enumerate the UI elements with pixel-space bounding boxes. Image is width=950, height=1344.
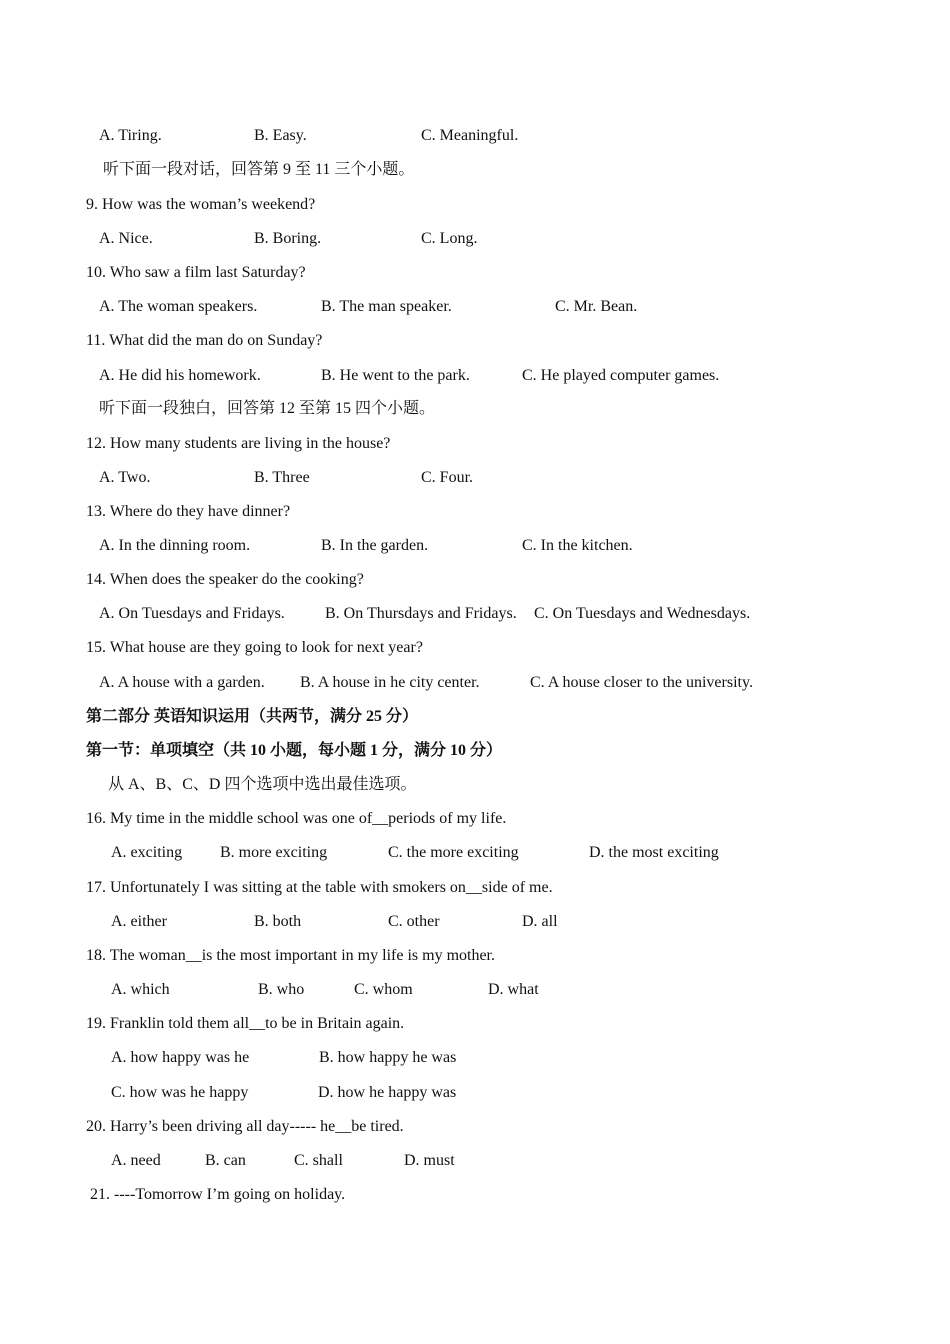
option-a: A. need xyxy=(111,1152,161,1169)
option-d: D. all xyxy=(522,913,558,930)
instruction-text: 听下面一段独白，回答第 12 至第 15 四个小题。 xyxy=(99,400,436,417)
option-c: C. how was he happy xyxy=(111,1084,249,1101)
question-text: 15. What house are they going to look for next year? xyxy=(86,639,423,656)
option-b: B. Three xyxy=(254,469,310,486)
option-c: C. whom xyxy=(354,981,413,998)
option-b: B. He went to the park. xyxy=(321,367,470,384)
question-text: 21. ----Tomorrow I’m going on holiday. xyxy=(90,1186,346,1203)
option-c: C. Four. xyxy=(421,469,474,486)
question-text: 9. How was the woman’s weekend? xyxy=(86,196,316,213)
instruction-text: 从 A、B、C、D 四个选项中选出最佳选项。 xyxy=(108,776,417,793)
option-c: C. In the kitchen. xyxy=(522,537,633,554)
option-b: B. In the garden. xyxy=(321,537,429,554)
option-d: D. what xyxy=(488,981,539,998)
option-c: C. Mr. Bean. xyxy=(555,298,638,315)
question-text: 12. How many students are living in the house? xyxy=(86,435,391,452)
option-b: B. The man speaker. xyxy=(321,298,452,315)
option-a: A. He did his homework. xyxy=(99,367,261,384)
option-b: B. Easy. xyxy=(254,127,307,144)
option-a: A. A house with a garden. xyxy=(99,674,265,691)
option-b: B. how happy he was xyxy=(319,1049,457,1066)
option-c: C. A house closer to the university. xyxy=(530,674,753,691)
option-b: B. On Thursdays and Fridays. xyxy=(325,605,517,622)
option-a: A. In the dinning room. xyxy=(99,537,251,554)
option-b: B. can xyxy=(205,1152,246,1169)
option-c: C. On Tuesdays and Wednesdays. xyxy=(534,605,751,622)
option-d: D. the most exciting xyxy=(589,844,719,861)
option-c: C. other xyxy=(388,913,440,930)
question-text: 14. When does the speaker do the cooking? xyxy=(86,571,364,588)
question-text: 19. Franklin told them all__to be in Britain again. xyxy=(86,1015,405,1032)
option-b: B. who xyxy=(258,981,305,998)
option-d: D. must xyxy=(404,1152,455,1169)
option-a: A. Two. xyxy=(99,469,151,486)
option-a: A. exciting xyxy=(111,844,183,861)
heading-text: 第二部分 英语知识运用（共两节，满分 25 分） xyxy=(86,708,419,725)
option-b: B. A house in he city center. xyxy=(300,674,480,691)
heading-text: 第一节：单项填空（共 10 小题，每小题 1 分，满分 10 分） xyxy=(86,742,503,759)
option-b: B. Boring. xyxy=(254,230,322,247)
option-a: A. how happy was he xyxy=(111,1049,250,1066)
option-c: C. shall xyxy=(294,1152,343,1169)
option-b: B. both xyxy=(254,913,302,930)
option-c: C. He played computer games. xyxy=(522,367,720,384)
option-a: A. either xyxy=(111,913,167,930)
question-text: 18. The woman__is the most important in my life is my mother. xyxy=(86,947,495,964)
option-c: C. Meaningful. xyxy=(421,127,519,144)
option-a: A. Nice. xyxy=(99,230,153,247)
option-d: D. how he happy was xyxy=(318,1084,457,1101)
question-text: 20. Harry’s been driving all day----- he__be tired. xyxy=(86,1118,404,1135)
question-text: 13. Where do they have dinner? xyxy=(86,503,291,520)
question-text: 11. What did the man do on Sunday? xyxy=(86,332,323,349)
question-text: 17. Unfortunately I was sitting at the table with smokers on__side of me. xyxy=(86,879,553,896)
option-a: A. which xyxy=(111,981,170,998)
question-text: 16. My time in the middle school was one of__periods of my life. xyxy=(86,810,507,827)
option-a: A. On Tuesdays and Fridays. xyxy=(99,605,285,622)
option-a: A. Tiring. xyxy=(99,127,162,144)
option-b: B. more exciting xyxy=(220,844,328,861)
option-c: C. Long. xyxy=(421,230,478,247)
option-a: A. The woman speakers. xyxy=(99,298,258,315)
question-text: 10. Who saw a film last Saturday? xyxy=(86,264,306,281)
instruction-text: 听下面一段对话，回答第 9 至 11 三个小题。 xyxy=(103,161,415,178)
option-c: C. the more exciting xyxy=(388,844,519,861)
